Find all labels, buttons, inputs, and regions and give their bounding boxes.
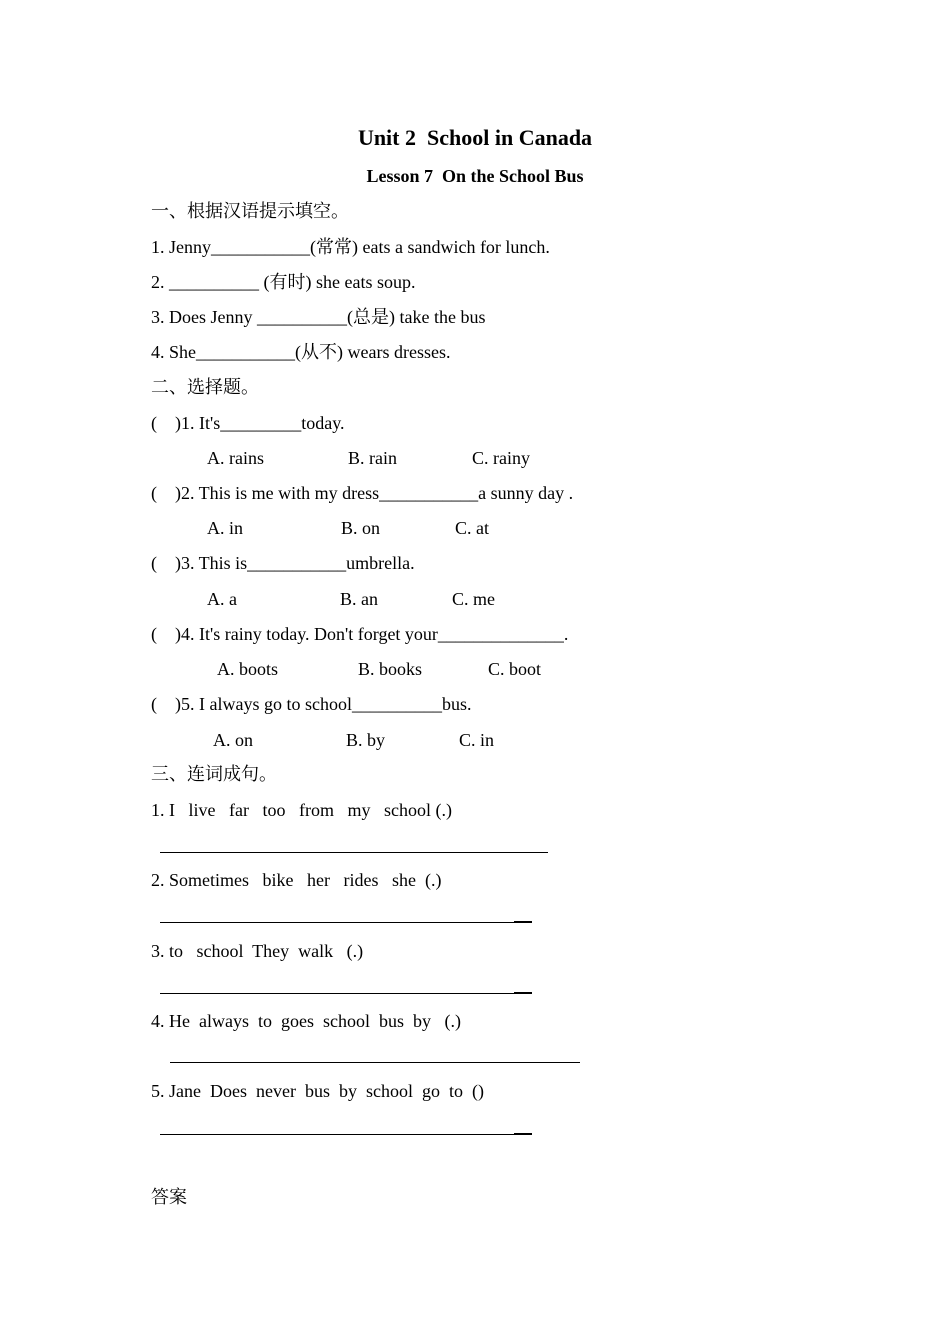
answer-line-5-mark xyxy=(514,1133,532,1135)
section3-heading: 三、连词成句。 xyxy=(151,764,277,784)
choice-question-5-option-a: A. on xyxy=(213,730,253,750)
choice-question-4-option-b: B. books xyxy=(358,659,423,679)
lesson-subtitle: Lesson 7 On the School Bus xyxy=(366,166,584,186)
answer-line-3-mark xyxy=(514,992,532,994)
document-title: Unit 2 School in Canada xyxy=(357,125,593,150)
answer-line-1 xyxy=(160,852,548,853)
choice-question-2-option-a: A. in xyxy=(207,518,243,538)
sentence-item-5: 5. Jane Does never bus by school go to () xyxy=(151,1081,484,1101)
choice-question-4-option-c: C. boot xyxy=(488,659,542,679)
fill-blank-item-3: 3. Does Jenny __________(总是) take the bus xyxy=(151,307,486,327)
fill-blank-item-2: 2. __________ (有时) she eats soup. xyxy=(151,272,416,292)
choice-question-3-option-c: C. me xyxy=(452,589,495,609)
answer-heading: 答案 xyxy=(151,1187,187,1207)
choice-question-5-stem: ( )5. I always go to school__________bus. xyxy=(151,694,472,714)
choice-question-2-option-c: C. at xyxy=(455,518,489,538)
fill-blank-item-1: 1. Jenny___________(常常) eats a sandwich for lunch. xyxy=(151,237,550,257)
answer-line-3 xyxy=(160,993,532,994)
choice-question-4-option-a: A. boots xyxy=(217,659,279,679)
choice-question-4-stem: ( )4. It's rainy today. Don't forget your______________. xyxy=(151,624,569,644)
answer-line-2-mark xyxy=(514,921,532,923)
choice-question-2-option-b: B. on xyxy=(341,518,381,538)
choice-question-2-stem: ( )2. This is me with my dress___________a sunny day . xyxy=(151,483,574,503)
section1-heading: 一、根据汉语提示填空。 xyxy=(151,201,349,221)
choice-question-1-option-c: C. rainy xyxy=(472,448,530,468)
choice-question-5-option-c: C. in xyxy=(459,730,495,750)
choice-question-3-option-a: A. a xyxy=(207,589,237,609)
answer-line-5 xyxy=(160,1134,532,1135)
fill-blank-item-4: 4. She___________(从不) wears dresses. xyxy=(151,342,451,362)
choice-question-1-option-b: B. rain xyxy=(348,448,397,468)
answer-line-2 xyxy=(160,922,532,923)
sentence-item-3: 3. to school They walk (.) xyxy=(151,941,364,961)
choice-question-5-option-b: B. by xyxy=(346,730,386,750)
section2-heading: 二、选择题。 xyxy=(151,377,259,397)
choice-question-3-option-b: B. an xyxy=(340,589,378,609)
sentence-item-4: 4. He always to goes school bus by (.) xyxy=(151,1011,461,1031)
choice-question-3-stem: ( )3. This is___________umbrella. xyxy=(151,553,415,573)
choice-question-1-stem: ( )1. It's_________today. xyxy=(151,413,345,433)
choice-question-1-option-a: A. rains xyxy=(207,448,264,468)
sentence-item-2: 2. Sometimes bike her rides she (.) xyxy=(151,870,442,890)
answer-line-4 xyxy=(170,1062,580,1063)
sentence-item-1: 1. I live far too from my school (.) xyxy=(151,800,452,820)
